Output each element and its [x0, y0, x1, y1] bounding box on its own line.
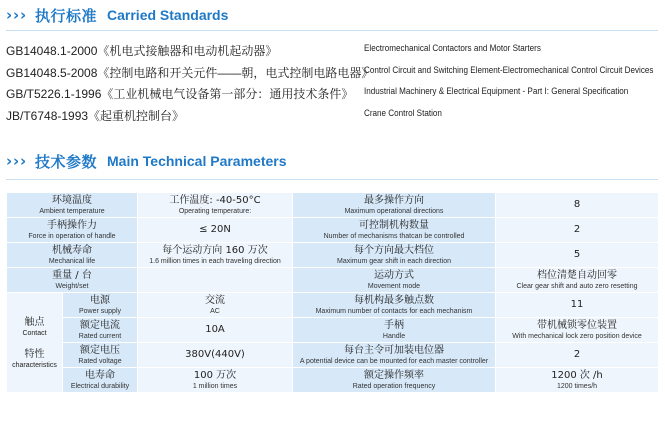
param-label-cell	[63, 343, 138, 368]
param-value-en: 1 million times	[192, 382, 238, 390]
param-value-cell	[496, 193, 659, 218]
standard-item	[6, 40, 658, 62]
param-label: 每机构最多触点数	[354, 294, 434, 306]
param-label-en: Handle	[382, 332, 406, 340]
param-label-cell	[293, 268, 496, 293]
param-label: 重量 / 台	[52, 269, 92, 281]
param-value: 每个运动方向 160 万次	[162, 244, 268, 256]
param-label: 电寿命	[85, 369, 115, 381]
param-value: 工作温度: -40-50°C	[169, 194, 261, 206]
table-row	[7, 368, 659, 393]
triple-chevron-icon: › › ›	[6, 5, 27, 24]
param-value: ≤ 20N	[199, 224, 231, 235]
standard-english: Industrial Machinery & Electrical Equipment - Part I: General Specification	[364, 86, 629, 96]
standard-item	[6, 83, 658, 105]
param-label-en: Electrical durability	[70, 382, 130, 390]
characteristics-label: 特性	[24, 348, 45, 360]
param-label-cell	[293, 243, 496, 268]
param-label-cell	[7, 268, 138, 293]
param-label: 额定电压	[80, 344, 120, 356]
standard-item	[6, 62, 658, 84]
param-label-en: Force in operation of handle	[28, 232, 116, 240]
param-label-cell	[293, 318, 496, 343]
param-value-en: 1200 times/h	[556, 382, 598, 390]
param-label-en: Movement mode	[367, 282, 421, 290]
standards-title-en: Carried Standards	[107, 7, 229, 23]
table-row	[7, 193, 659, 218]
param-value: 380V(440V)	[185, 349, 245, 360]
param-value: 2	[573, 349, 581, 360]
params-title-cn: 技术参数	[35, 152, 98, 171]
param-value: 5	[573, 249, 581, 260]
param-label-en: Mechanical life	[48, 257, 96, 265]
param-label-cell	[7, 243, 138, 268]
standard-code: GB14048.1-2000《机电式接触器和电动机起动器》	[6, 44, 278, 58]
param-label-cell	[7, 193, 138, 218]
param-value-cell	[138, 268, 293, 293]
param-value-cell	[496, 268, 659, 293]
param-value-en: AC	[210, 307, 220, 315]
param-value-cell	[496, 368, 659, 393]
table-row	[7, 218, 659, 243]
param-label-en: Rated current	[78, 332, 122, 340]
param-value-en: Clear gear shift and auto zero resetting	[516, 282, 638, 290]
param-label-en: Maximum gear shift in each direction	[337, 257, 451, 265]
table-row	[7, 343, 659, 368]
param-label: 环境温度	[52, 194, 92, 206]
standards-list	[6, 40, 658, 126]
param-label: 机械寿命	[52, 244, 92, 256]
param-value: 带机械锁零位装置	[537, 319, 617, 331]
param-value-en: Operating temperature:	[178, 207, 252, 215]
param-value-en: 1.6 million times in each traveling direction	[149, 257, 281, 265]
param-value: 100 万次	[193, 369, 237, 381]
table-row	[7, 243, 659, 268]
standard-english: Electromechanical Contactors and Motor Starters	[364, 43, 541, 53]
param-label-en: Rated voltage	[78, 357, 122, 365]
params-section-header	[6, 150, 287, 172]
standard-english: Crane Control Station	[364, 107, 442, 118]
param-label-cell	[63, 318, 138, 343]
standard-code: JB/T6748-1993《起重机控制台》	[6, 108, 185, 123]
param-label-en: Rated operation frequency	[352, 382, 436, 390]
table-row	[7, 293, 659, 318]
param-value: 交流	[205, 294, 225, 306]
param-value-cell	[138, 368, 293, 393]
param-label: 每个方向最大档位	[354, 244, 434, 256]
param-label: 最多操作方向	[364, 194, 424, 206]
characteristics-label-en: characteristics	[12, 361, 57, 369]
param-label: 额定电流	[80, 319, 120, 331]
params-table	[6, 192, 659, 393]
standard-code: GB14048.5-2008《控制电路和开关元件——朝，电式控制电路电器》	[6, 65, 374, 80]
param-label-cell	[63, 368, 138, 393]
standard-english: Control Circuit and Switching Element-Electromechanical Control Circuit Devices	[364, 64, 654, 75]
param-value: 档位清楚自动回零	[537, 269, 617, 281]
table-row	[7, 318, 659, 343]
standards-section-header	[6, 4, 228, 26]
param-label: 每台主令可加装电位器	[344, 344, 444, 356]
param-label-cell	[63, 293, 138, 318]
param-label-cell	[293, 193, 496, 218]
standard-item	[6, 105, 658, 127]
param-value-cell	[496, 218, 659, 243]
standards-divider	[6, 30, 658, 31]
param-value-en: With mechanical lock zero position device	[512, 332, 642, 340]
params-title-en: Main Technical Parameters	[107, 153, 287, 169]
table-row	[7, 268, 659, 293]
param-label-en: Number of mechanisms thatcan be controlled	[323, 232, 465, 240]
param-value: 10A	[205, 324, 225, 335]
param-value-cell	[138, 218, 293, 243]
param-label: 额定操作频率	[364, 369, 424, 381]
param-label-en: Maximum number of contacts for each mechanism	[315, 307, 473, 315]
param-value-cell	[496, 243, 659, 268]
contact-characteristics-cell	[7, 293, 63, 393]
param-label-en: Weight/set	[55, 282, 89, 290]
contact-label: 触点	[24, 316, 45, 328]
param-label: 运动方式	[374, 269, 414, 281]
param-value-cell	[496, 343, 659, 368]
params-divider	[6, 179, 658, 180]
triple-chevron-icon: › › ›	[6, 151, 27, 170]
param-value: 2	[573, 224, 581, 235]
param-label-en: Ambient temperature	[39, 207, 105, 215]
param-value-cell	[138, 343, 293, 368]
param-value: 1200 次 /h	[551, 369, 603, 381]
param-value-cell	[496, 293, 659, 318]
param-value: 11	[570, 299, 584, 310]
standard-code: GB/T5226.1-1996《工业机械电气设备第一部分：通用技术条件》	[6, 87, 354, 101]
param-label: 电源	[90, 294, 110, 306]
param-value-cell	[138, 243, 293, 268]
param-label-en: Maximum operational directions	[344, 207, 444, 215]
param-label-en: Power supply	[78, 307, 122, 315]
param-value: 8	[573, 199, 581, 210]
param-value-cell	[138, 193, 293, 218]
param-label-cell	[293, 343, 496, 368]
param-value-cell	[138, 293, 293, 318]
param-label-cell	[7, 218, 138, 243]
param-value-cell	[138, 318, 293, 343]
contact-label-en: Contact	[22, 329, 47, 337]
param-label: 可控制机构数量	[359, 219, 429, 231]
param-label: 手柄操作力	[47, 219, 97, 231]
param-label-cell	[293, 218, 496, 243]
param-label-en: A potential device can be mounted for each master controller	[299, 357, 489, 365]
param-label-cell	[293, 368, 496, 393]
param-label: 手柄	[384, 319, 404, 331]
standards-title-cn: 执行标准	[35, 6, 98, 25]
param-value-cell	[496, 318, 659, 343]
param-label-cell	[293, 293, 496, 318]
